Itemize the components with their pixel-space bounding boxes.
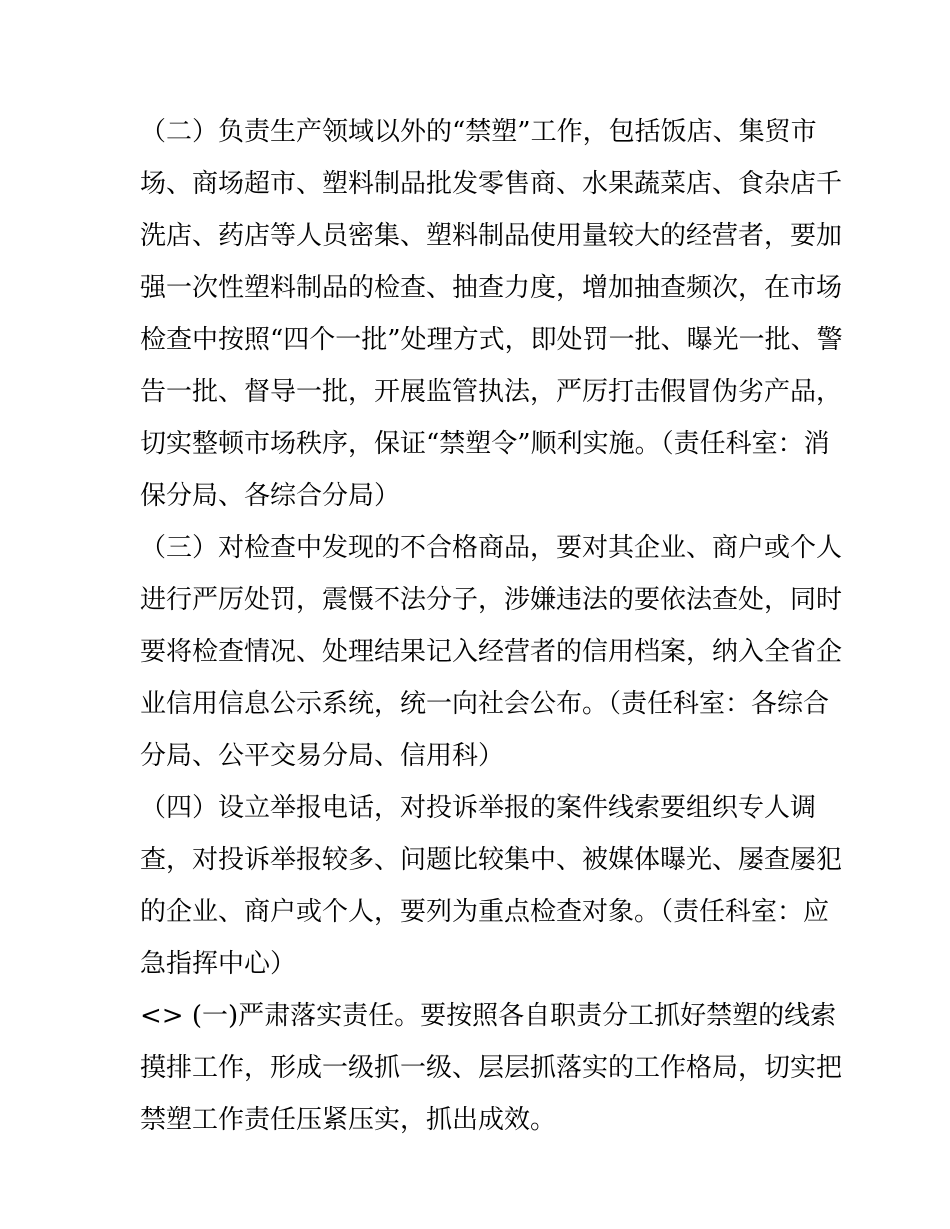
text-line: 摸排工作，形成一级抓一级、层层抓落实的工作格局，切实把 — [140, 1053, 843, 1083]
text-line: （三）对检查中发现的不合格商品，要对其企业、商户或个人 — [140, 533, 843, 563]
text-line: （四）设立举报电话，对投诉举报的案件线索要组织专人调 — [140, 793, 817, 823]
text-line: 业信用信息公示系统，统一向社会公布。（责任科室：各综合 — [140, 689, 830, 719]
text-line: 禁塑工作责任压紧压实，抓出成效。 — [140, 1105, 557, 1135]
text-line: 保分局、各综合分局） — [140, 481, 401, 511]
text-line: 场、商场超市、塑料制品批发零售商、水果蔬菜店、食杂店千 — [140, 169, 843, 199]
text-line: 的企业、商户或个人，要列为重点检查对象。（责任科室：应 — [140, 897, 830, 927]
text-line: <> (一)严肃落实责任。要按照各自职责分工抓好禁塑的线索 — [140, 1001, 837, 1031]
text-line: 洗店、药店等人员密集、塑料制品使用量较大的经营者，要加 — [140, 221, 843, 251]
text-line: 强一次性塑料制品的检查、抽查力度，增加抽查频次，在市场 — [140, 273, 843, 303]
text-line: 检查中按照“四个一批”处理方式，即处罚一批、曝光一批、警 — [140, 325, 843, 355]
text-line: 进行严厉处罚，震慑不法分子，涉嫌违法的要依法查处，同时 — [140, 585, 843, 615]
text-line: 切实整顿市场秩序，保证“禁塑令”顺利实施。（责任科室：消 — [140, 429, 830, 459]
text-line: 查，对投诉举报较多、问题比较集中、被媒体曝光、屡查屡犯 — [140, 845, 843, 875]
text-line: （二）负责生产领域以外的“禁塑”工作，包括饭店、集贸市 — [140, 117, 817, 147]
text-line: 告一批、督导一批，开展监管执法，严厉打击假冒伪劣产品， — [140, 377, 843, 407]
text-line: 要将检查情况、处理结果记入经营者的信用档案，纳入全省企 — [140, 637, 843, 667]
text-line: 分局、公平交易分局、信用科） — [140, 741, 505, 771]
text-line: 急指挥中心） — [140, 949, 297, 979]
